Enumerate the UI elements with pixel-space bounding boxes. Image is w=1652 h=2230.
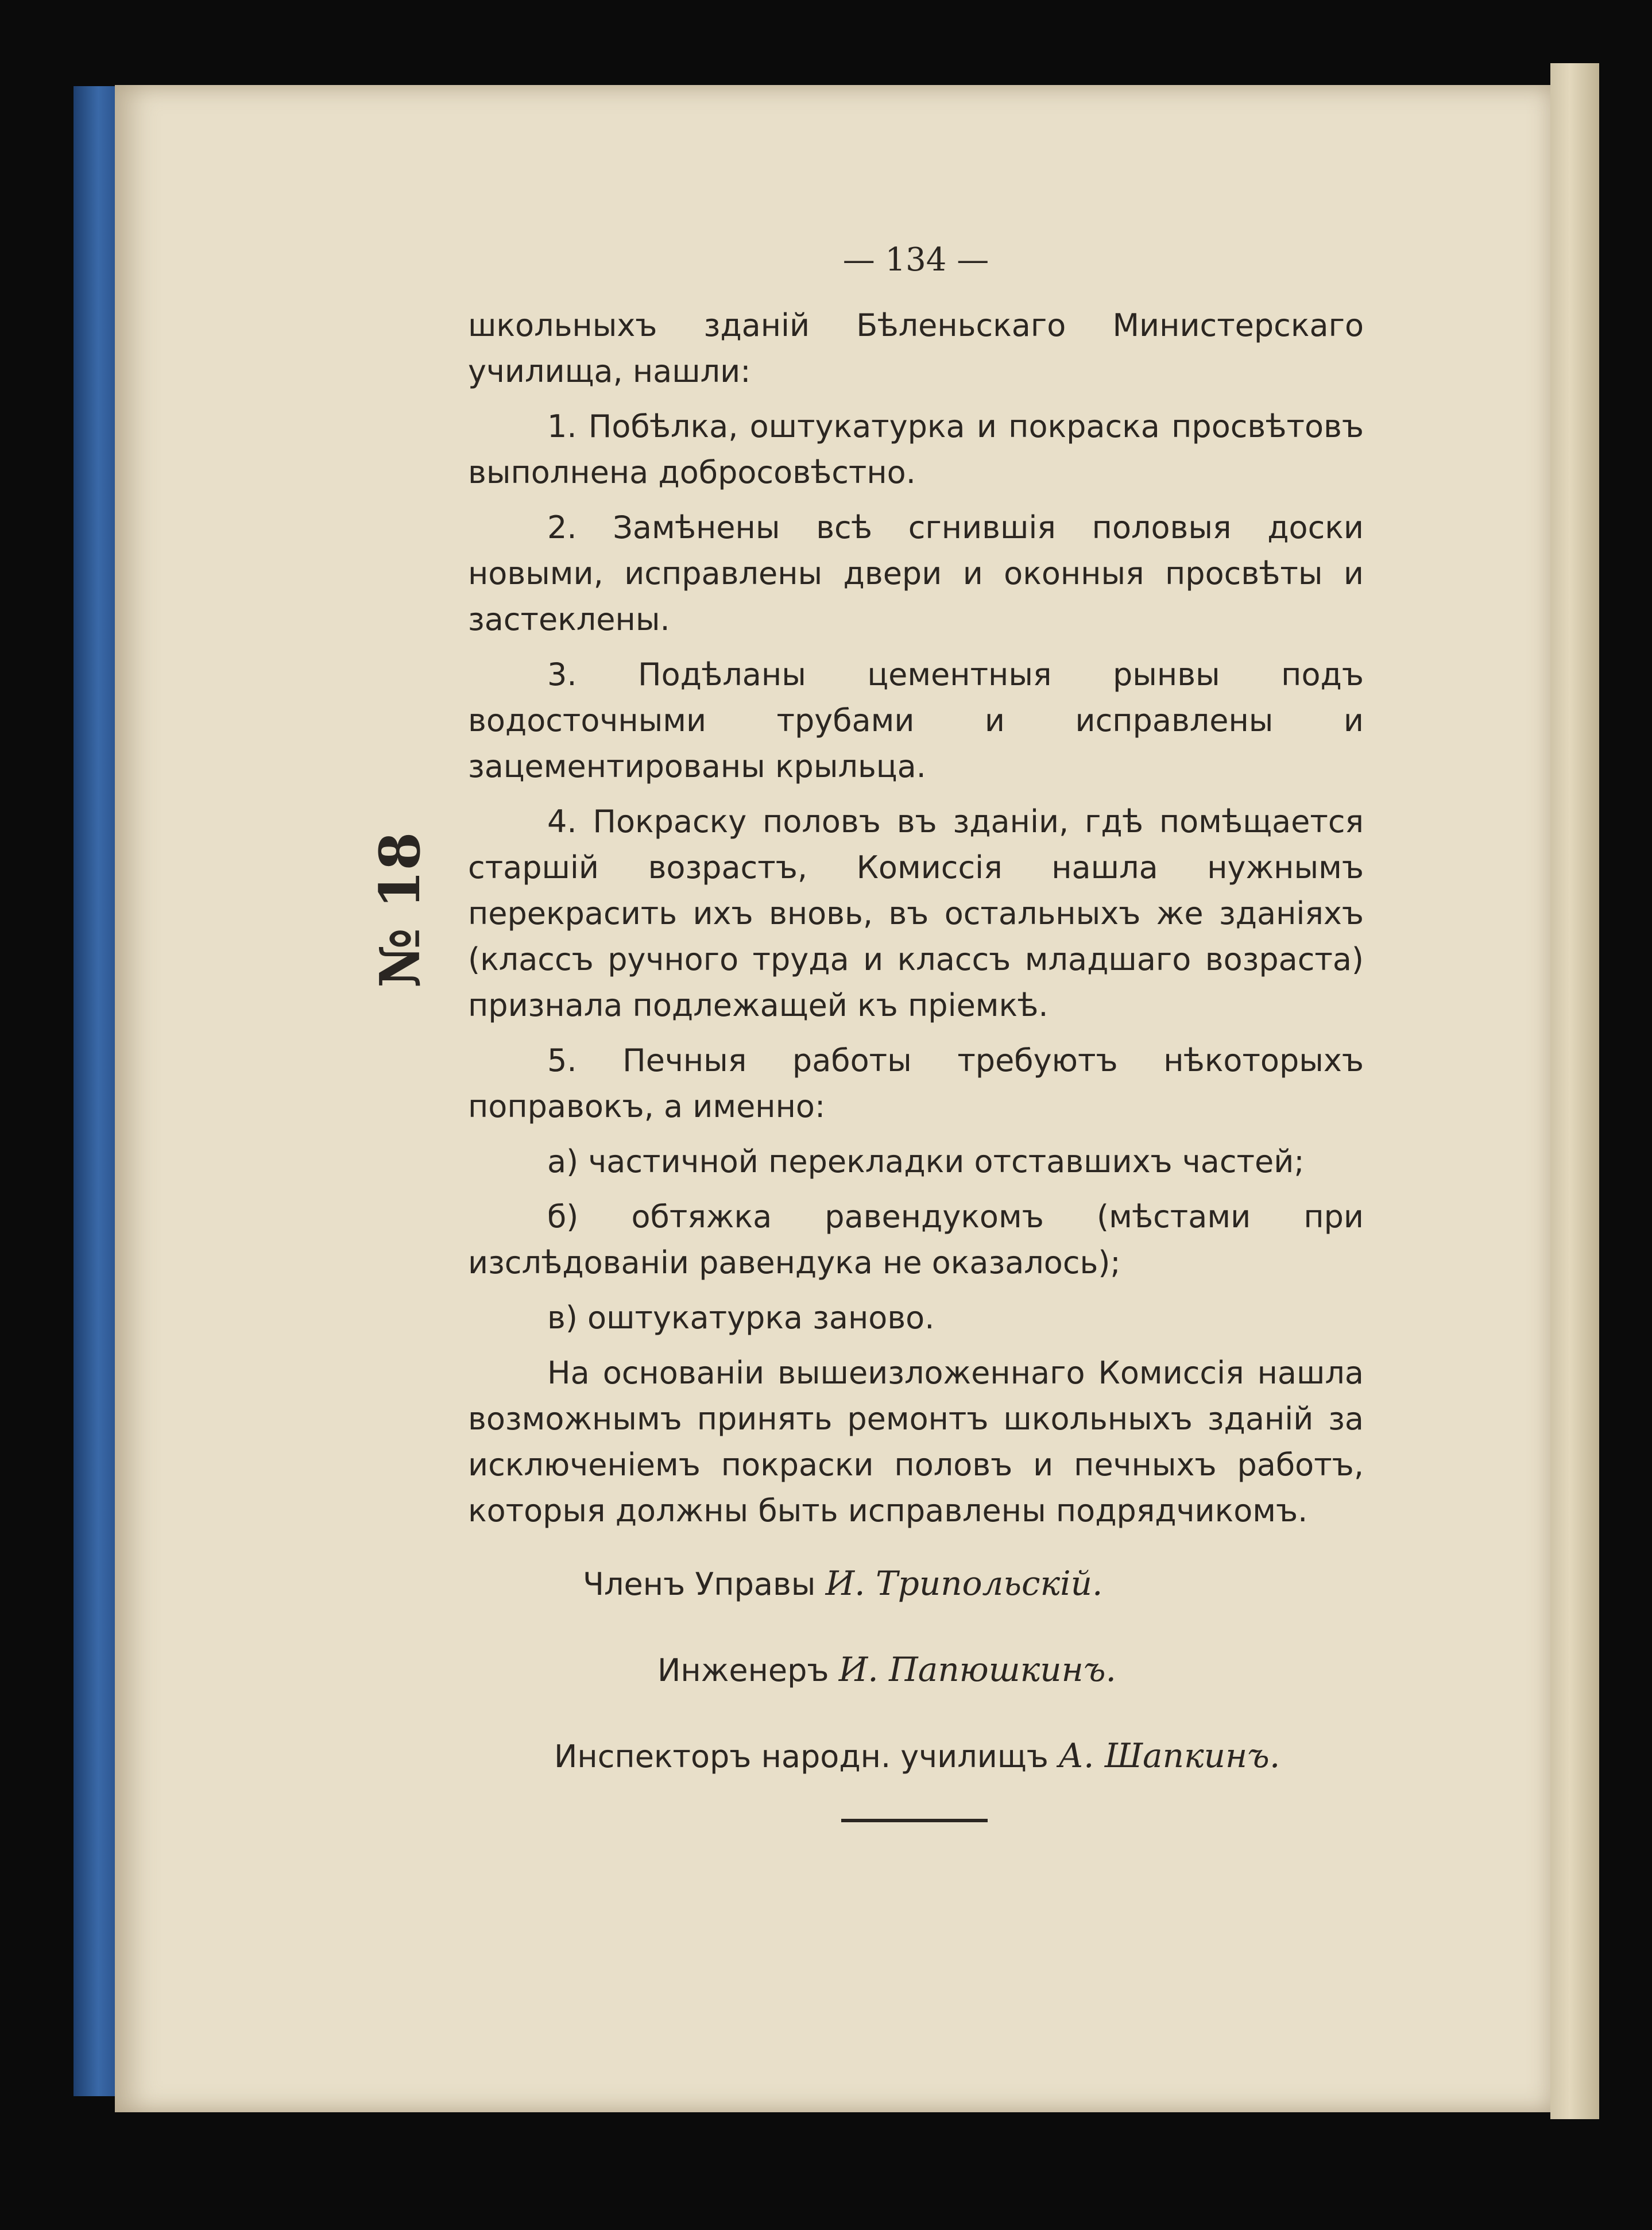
end-rule [841, 1819, 988, 1822]
signature-title: Инспекторъ народн. училищъ [554, 1738, 1049, 1775]
paragraph-subitem-v: в) оштукатурка заново. [547, 1300, 935, 1336]
paragraph-subitem-a: а) частичной перекладки отставшихъ частей; [547, 1143, 1305, 1180]
paragraph-subitem-b: б) обтяжка равендукомъ (мѣстами при изслѣдованіи равендука не оказалось); [468, 1199, 1364, 1281]
paragraph-intro: школьныхъ зданій Бѣленьскаго Министерскаго училища, нашли: [468, 307, 1364, 389]
signature-name: И. Папюшкинъ. [838, 1650, 1116, 1689]
signature-inspector [468, 1733, 1364, 1780]
signature-name: И. Трипольскій. [825, 1564, 1103, 1603]
paragraph-conclusion: На основаніи вышеизложеннаго Комиссія нашла возможнымъ принять ремонтъ школьныхъ зданій за исключеніемъ покраски половъ и печныхъ работъ, которыя должны быть исправлены подрядчикомъ. [468, 1355, 1364, 1529]
paragraph-item-4: 4. Покраску половъ въ зданіи, гдѣ помѣщается старшій возрастъ, Комиссія нашла нужнымъ перекрасить ихъ вновь, въ остальныхъ же зданіяхъ (классъ ручного труда и классъ младшаго возраста) признала подлежащей къ пріемкѣ. [468, 803, 1364, 1023]
paragraph-item-1: 1. Побѣлка, оштукатурка и покраска просвѣтовъ выполнена добросовѣстно. [468, 408, 1364, 490]
page-number: — 134 — [842, 241, 989, 279]
paragraph-item-2: 2. Замѣнены всѣ сгнившія половыя доски новыми, исправлены двери и оконныя просвѣты и застеклены. [468, 509, 1364, 637]
signature-title: Членъ Управы [583, 1566, 816, 1602]
page-text [468, 241, 1364, 1822]
signature-engineer [468, 1647, 1364, 1694]
signature-board-member [468, 1560, 1364, 1607]
signature-title: Инженеръ [657, 1652, 829, 1688]
signature-name: А. Шапкинъ. [1058, 1736, 1280, 1775]
page-edge-right [1550, 63, 1599, 2119]
paragraph-item-5: 5. Печныя работы требуютъ нѣкоторыхъ поправокъ, а именно: [468, 1042, 1364, 1124]
paragraph-item-3: 3. Подѣланы цементныя рынвы подъ водосточными трубами и исправлены и зацементированы крыльца. [468, 656, 1364, 784]
side-document-number: № 18 [367, 832, 432, 988]
